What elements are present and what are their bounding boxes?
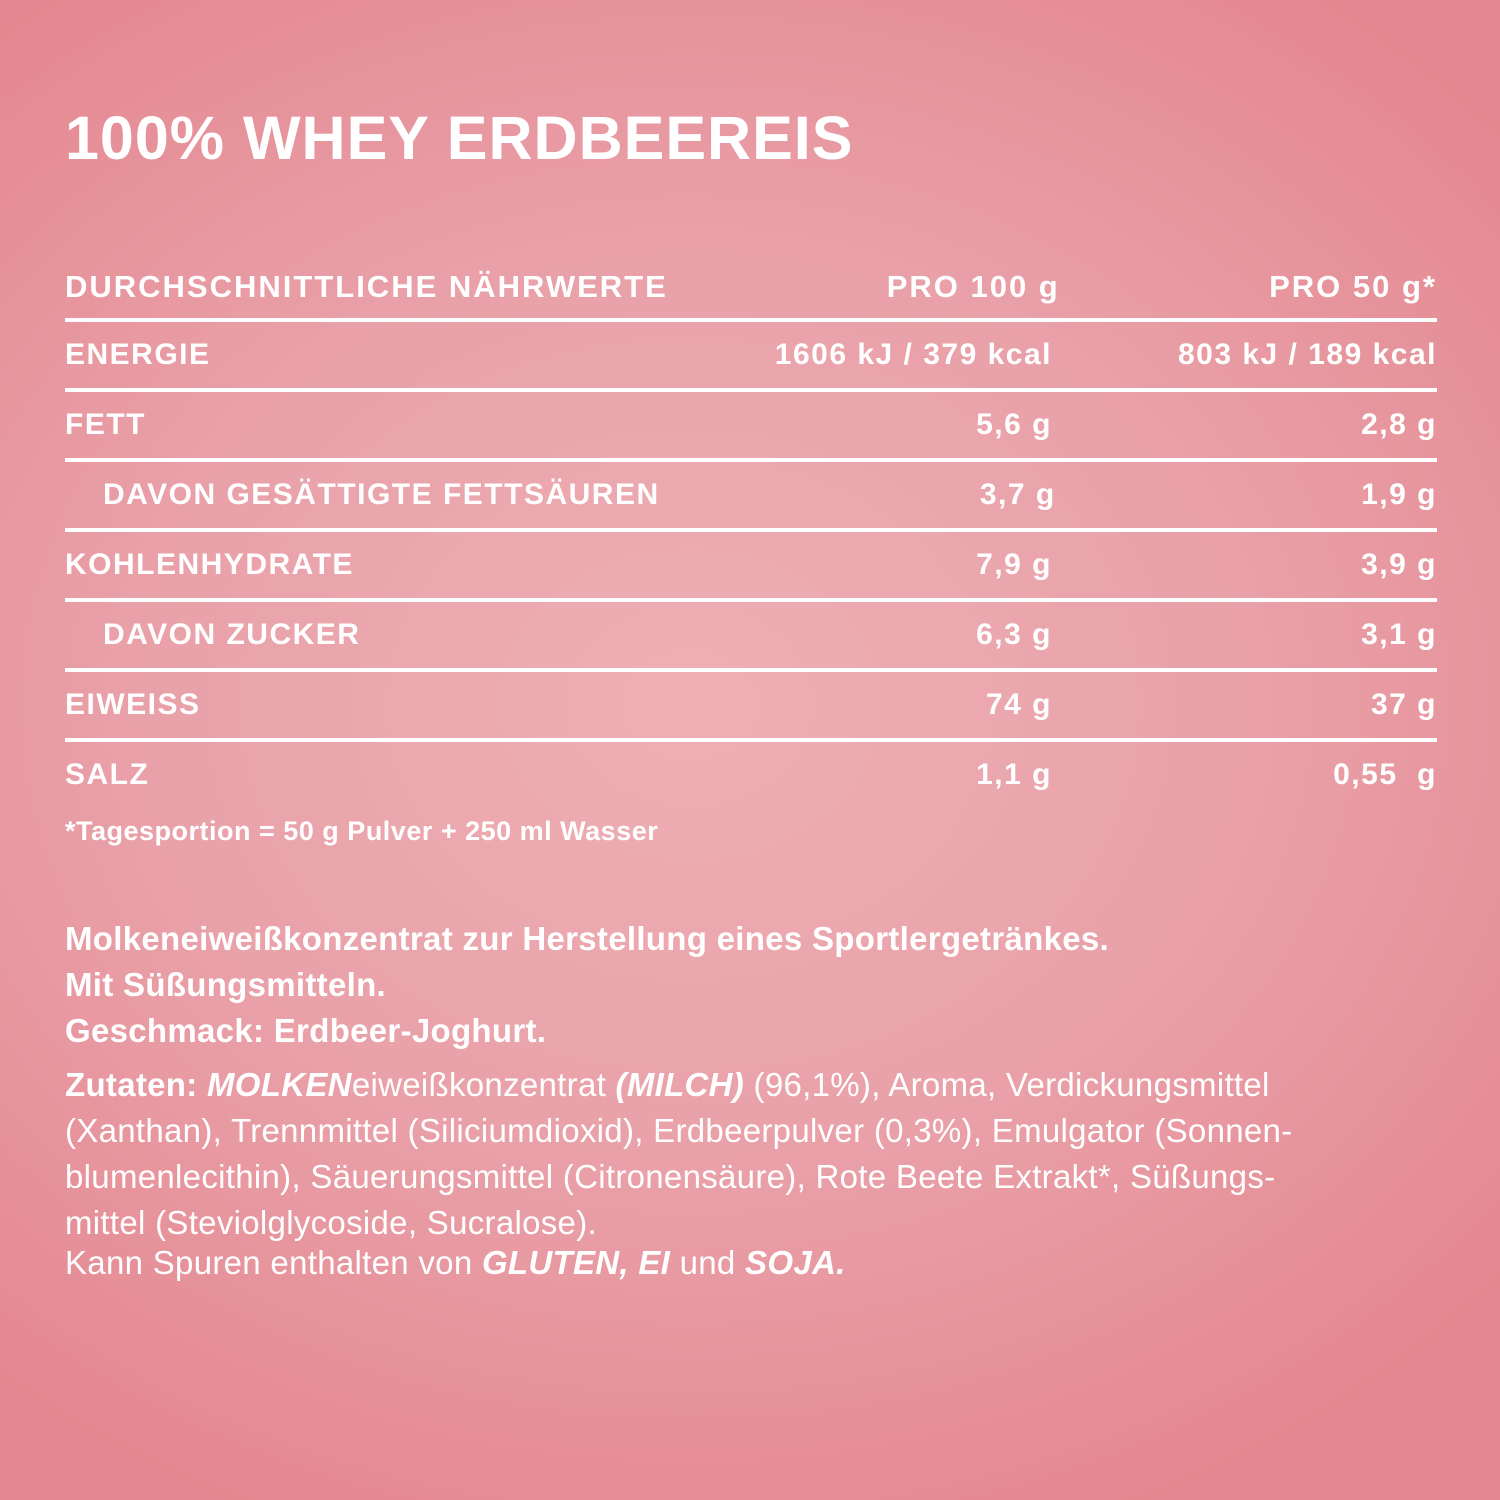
text-segment: Kann Spuren enthalten von [65, 1244, 482, 1281]
row-per100: 1606 kJ / 379 kcal [774, 338, 1052, 371]
text-segment: blumenlecithin), Säuerungsmittel (Citronensäure), Rote Beete Extrakt*, Süßungs- [65, 1158, 1276, 1195]
text-segment: und [670, 1244, 746, 1281]
table-row [65, 462, 1437, 528]
text-segment: SOJA. [745, 1244, 846, 1281]
row-per50: 1,9 g [1361, 478, 1437, 511]
nutrition-table [65, 256, 1437, 808]
ingredients-paragraph [65, 1062, 1460, 1246]
row-per50: 803 kJ / 189 kcal [1177, 338, 1437, 371]
text-segment: Zutaten: [65, 1066, 208, 1103]
row-label: SALZ [65, 758, 150, 791]
serving-footnote: *Tagesportion = 50 g Pulver + 250 ml Wasser [65, 816, 659, 846]
text-segment: eiweißkonzentrat [351, 1066, 616, 1103]
row-per50: 3,1 g [1361, 618, 1437, 651]
text-segment: MOLKEN [207, 1066, 352, 1103]
text-line [65, 1008, 1460, 1054]
text-line [65, 916, 1460, 962]
header-per100: PRO 100 g [886, 269, 1060, 304]
header-per50: PRO 50 g* [1269, 269, 1437, 304]
text-segment: (Xanthan), Trennmittel (Siliciumdioxid), Erdbeerpulver (0,3%), Emulgator (Sonnen- [65, 1112, 1293, 1149]
text-line [65, 1108, 1460, 1154]
text-line [65, 1154, 1460, 1200]
text-segment: Mit Süßungsmitteln. [65, 966, 387, 1003]
row-per100: 7,9 g [976, 548, 1052, 581]
row-per100: 1,1 g [976, 758, 1052, 791]
text-segment: (96,1%), Aroma, Verdickungsmittel [744, 1066, 1270, 1103]
text-line [65, 1240, 1460, 1286]
row-label: EIWEISS [65, 688, 201, 721]
text-line [65, 1062, 1460, 1108]
row-per50: 0,55 g [1333, 758, 1437, 791]
row-per50: 3,9 g [1361, 548, 1437, 581]
text-segment: Geschmack: Erdbeer-Joghurt. [65, 1012, 547, 1049]
nutrition-table-header [65, 256, 1437, 318]
text-line [65, 962, 1460, 1008]
text-segment: (MILCH) [615, 1066, 745, 1103]
row-per100: 5,6 g [976, 408, 1052, 441]
row-per100: 74 g [985, 688, 1052, 721]
table-row [65, 602, 1437, 668]
row-per100: 3,7 g [979, 478, 1056, 511]
table-row [65, 672, 1437, 738]
nutrition-table-rows [65, 322, 1437, 808]
header-label: DURCHSCHNITTLICHE NÄHRWERTE [65, 269, 668, 304]
text-segment: GLUTEN, EI [481, 1244, 671, 1281]
row-label: ENERGIE [65, 338, 211, 371]
description-paragraph [65, 916, 1460, 1054]
page-title: 100% WHEY ERDBEEREIS [65, 103, 854, 172]
table-row [65, 532, 1437, 598]
table-row [65, 742, 1437, 808]
row-per100: 6,3 g [976, 618, 1052, 651]
row-label: FETT [65, 408, 146, 441]
text-segment: mittel (Steviolglycoside, Sucralose). [65, 1204, 597, 1241]
traces-paragraph [65, 1240, 1460, 1286]
row-label: KOHLENHYDRATE [65, 548, 354, 581]
text-segment: Molkeneiweißkonzentrat zur Herstellung eines Sportlergetränkes. [65, 920, 1109, 957]
row-label: DAVON ZUCKER [103, 618, 361, 651]
row-per50: 37 g [1370, 688, 1437, 721]
row-per50: 2,8 g [1361, 408, 1437, 441]
table-row [65, 392, 1437, 458]
row-label: DAVON GESÄTTIGTE FETTSÄUREN [103, 478, 660, 511]
table-row [65, 322, 1437, 388]
